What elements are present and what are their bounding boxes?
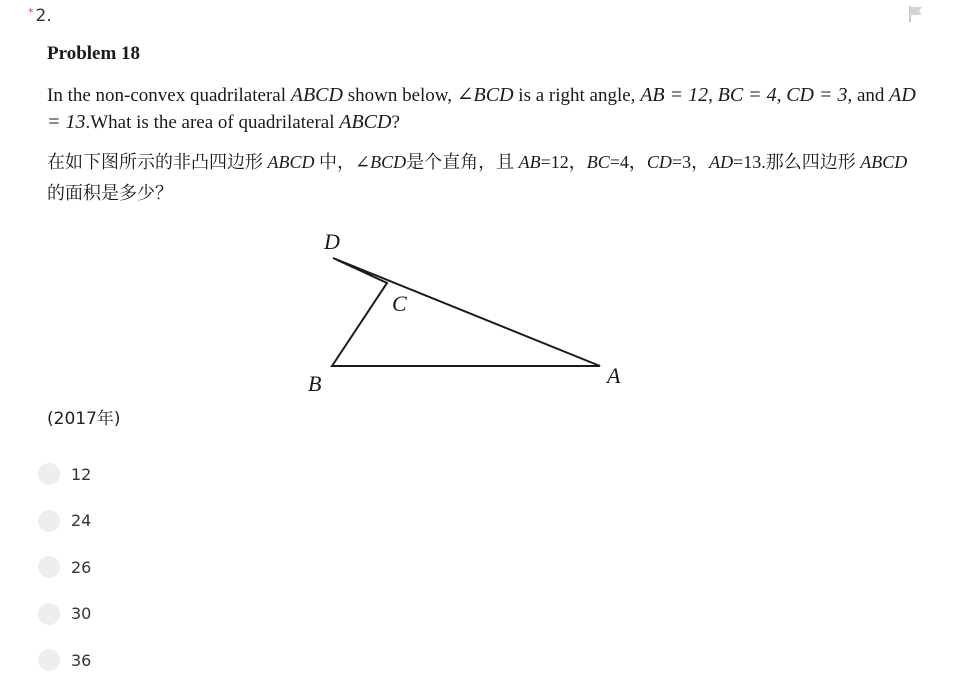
en-text-7: .What is the area of quadrilateral	[85, 112, 340, 133]
cn-text-7: =13.那么四边形	[733, 152, 861, 172]
option-label: 30	[71, 604, 92, 624]
cn-text-8: 的面积是多少？	[47, 183, 173, 203]
problem-text-chinese	[47, 147, 927, 209]
option-label: 12	[71, 464, 92, 484]
cn-text-3: 是个直角，且	[406, 152, 519, 172]
option-26[interactable]	[38, 544, 91, 591]
problem-year: (2017年)	[47, 409, 121, 429]
option-label: 24	[71, 511, 92, 531]
vertex-label-d: D	[324, 229, 340, 254]
cn-text-4: =12，	[540, 152, 587, 172]
vertex-label-c: C	[392, 291, 407, 316]
cn-math-2: ∠BCD	[355, 152, 407, 172]
cn-text-6: =3，	[671, 152, 710, 172]
required-asterisk: *	[28, 6, 34, 19]
option-24[interactable]	[38, 498, 91, 545]
question-number-text: 2.	[35, 6, 52, 26]
en-math-2: ∠BCD	[456, 84, 514, 106]
answer-options	[38, 451, 91, 684]
problem-text-english	[47, 82, 927, 136]
flag-icon[interactable]	[907, 5, 925, 23]
en-text-2: shown below,	[342, 85, 457, 106]
en-text-3: is a right angle,	[513, 85, 641, 106]
en-math-6: AD = 13	[47, 84, 916, 133]
cn-text-5: =4，	[609, 152, 647, 172]
cn-math-5: CD	[646, 152, 672, 172]
vertex-label-a: A	[607, 363, 621, 388]
option-12[interactable]	[38, 451, 91, 498]
en-text-1: In the non-convex quadrilateral	[47, 85, 291, 106]
cn-math-7: ABCD	[860, 152, 908, 172]
cn-text-2: 中，	[314, 152, 355, 172]
cn-math-6: AD	[709, 152, 734, 172]
quadrilateral-abcd	[332, 258, 600, 366]
en-math-4: BC = 4	[717, 84, 777, 106]
cn-math-4: BC	[586, 152, 610, 172]
option-label: 36	[71, 650, 92, 670]
problem-title: Problem 18	[47, 43, 141, 64]
quadrilateral-diagram	[300, 225, 640, 400]
radio-button[interactable]	[38, 556, 60, 578]
cn-math-1: ABCD	[267, 152, 315, 172]
en-text-4: ,	[708, 85, 718, 106]
en-text-8: ?	[391, 112, 400, 133]
radio-button[interactable]	[38, 649, 60, 671]
question-number	[28, 6, 52, 26]
en-text-6: , and	[847, 85, 890, 106]
vertex-label-b: B	[308, 371, 322, 396]
en-math-1: ABCD	[290, 84, 343, 106]
option-36[interactable]	[38, 637, 91, 684]
option-30[interactable]	[38, 591, 91, 638]
radio-button[interactable]	[38, 603, 60, 625]
en-math-5: CD = 3	[786, 84, 848, 106]
radio-button[interactable]	[38, 463, 60, 485]
option-label: 26	[71, 557, 92, 577]
en-math-7: ABCD	[339, 111, 392, 133]
radio-button[interactable]	[38, 510, 60, 532]
en-text-5: ,	[776, 85, 787, 106]
cn-text-1: 在如下图所示的非凸四边形	[47, 152, 268, 172]
cn-math-3: AB	[518, 152, 541, 172]
en-math-3: AB = 12	[640, 84, 709, 106]
